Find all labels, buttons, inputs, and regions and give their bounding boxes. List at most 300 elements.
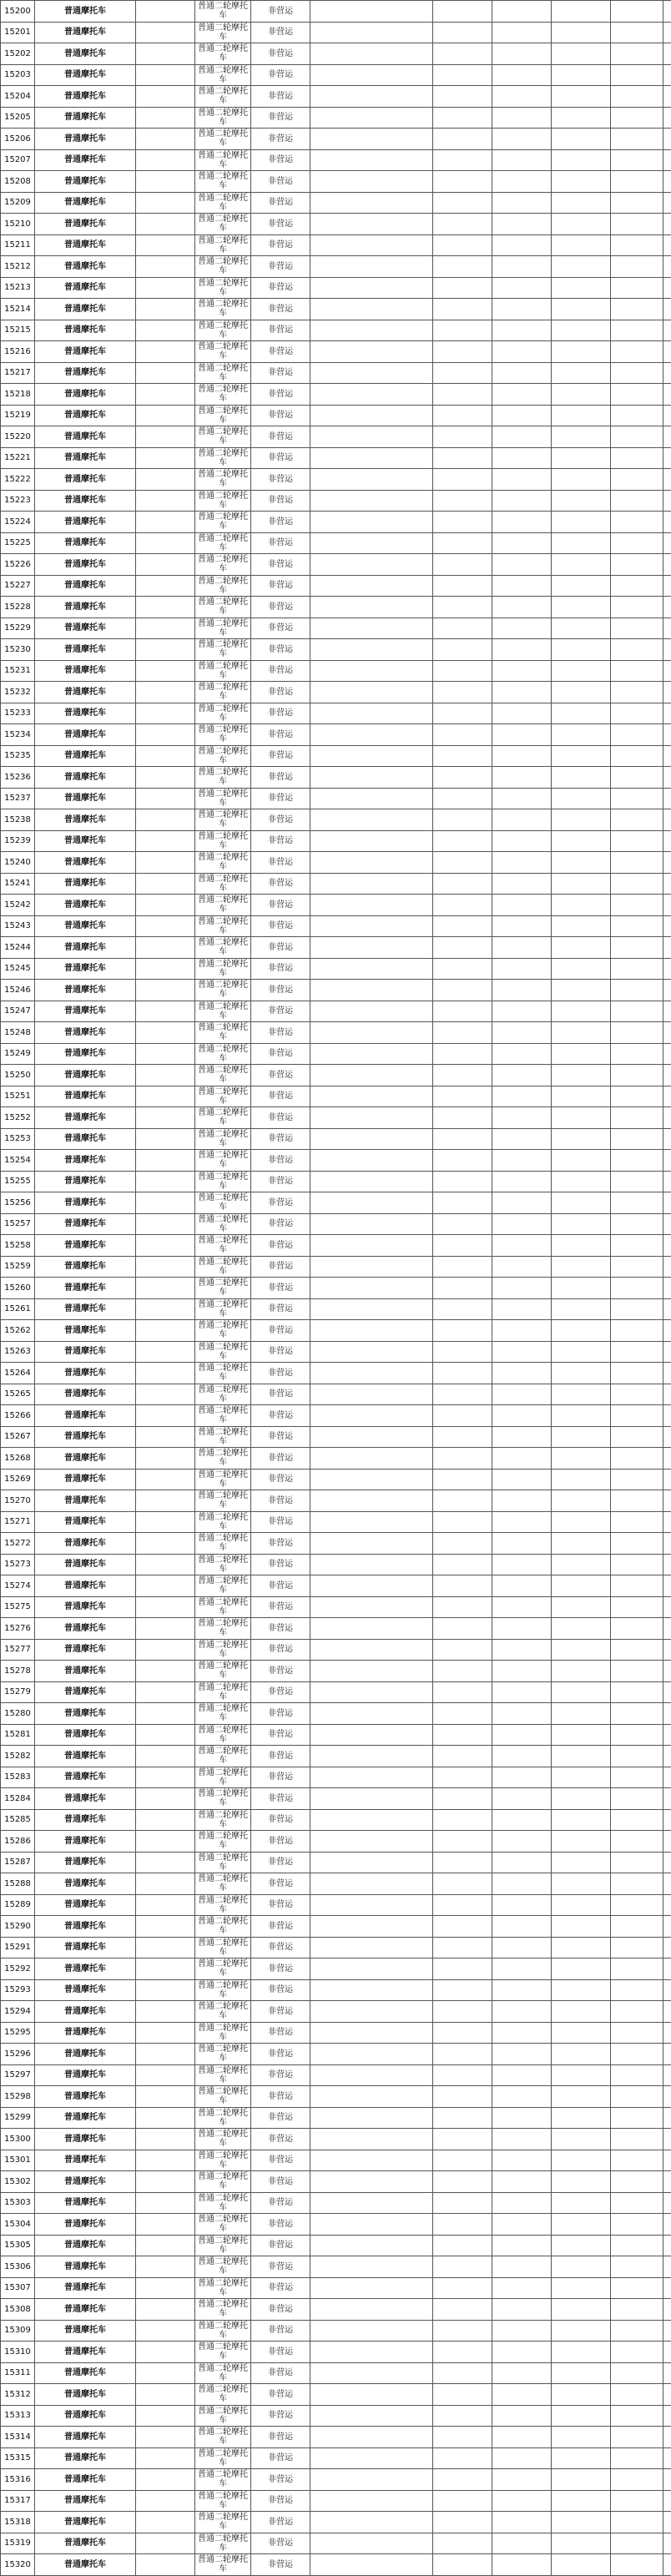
cell-d3 (552, 1937, 611, 1958)
cell-d3 (552, 682, 611, 703)
cell-d1 (433, 1681, 492, 1703)
cell-use: 非营运 (251, 1171, 310, 1192)
table-row (1, 2384, 671, 2406)
cell-d4 (663, 2214, 671, 2236)
cell-no: 15210 (1, 214, 35, 235)
cell-d3 (552, 1788, 611, 1810)
cell-d1 (433, 1746, 492, 1767)
cell-name (310, 1256, 433, 1278)
cell-name (310, 1405, 433, 1427)
cell-d3 (552, 532, 611, 554)
cell-d4 (663, 86, 671, 108)
cell-use: 非营运 (251, 2256, 310, 2278)
cell-d4 (663, 1150, 671, 1172)
cell-plate (136, 2192, 195, 2214)
cell-name (310, 1363, 433, 1384)
cell-d4 (663, 745, 671, 767)
cell-d4 (663, 490, 671, 512)
cell-no: 15264 (1, 1363, 35, 1384)
cell-model: 普通二轮摩托车 (195, 490, 251, 512)
cell-status (611, 512, 663, 533)
cell-use: 非营运 (251, 2320, 310, 2342)
cell-plate (136, 554, 195, 576)
table-row (1, 86, 671, 108)
cell-model: 普通二轮摩托车 (195, 1724, 251, 1746)
cell-d1 (433, 1363, 492, 1384)
cell-d2 (492, 2427, 552, 2448)
table-row (1, 1150, 671, 1172)
cell-use: 非营运 (251, 512, 310, 533)
table-row (1, 1703, 671, 1725)
table-row (1, 2447, 671, 2469)
cell-name (310, 171, 433, 193)
cell-plate (136, 1873, 195, 1895)
cell-model: 普通二轮摩托车 (195, 2150, 251, 2171)
cell-status (611, 2405, 663, 2427)
cell-d3 (552, 2384, 611, 2406)
cell-plate (136, 873, 195, 895)
cell-status (611, 1107, 663, 1129)
cell-d3 (552, 1618, 611, 1640)
cell-status (611, 597, 663, 618)
cell-plate (136, 1, 195, 23)
cell-model: 普通二轮摩托车 (195, 1703, 251, 1725)
cell-name (310, 1128, 433, 1150)
cell-status (611, 2214, 663, 2236)
cell-d1 (433, 107, 492, 129)
cell-d3 (552, 2299, 611, 2321)
cell-no: 15302 (1, 2171, 35, 2193)
cell-status (611, 1001, 663, 1022)
cell-name (310, 980, 433, 1001)
cell-type: 普通摩托车 (35, 1533, 136, 1555)
cell-plate (136, 745, 195, 767)
cell-status (611, 2299, 663, 2321)
cell-d2 (492, 2150, 552, 2171)
cell-d4 (663, 299, 671, 320)
cell-plate (136, 1511, 195, 1533)
table-row (1, 1639, 671, 1661)
cell-plate (136, 1490, 195, 1512)
cell-status (611, 1575, 663, 1597)
cell-no: 15234 (1, 724, 35, 746)
cell-use: 非营运 (251, 1511, 310, 1533)
cell-d3 (552, 618, 611, 639)
cell-model: 普通二轮摩托车 (195, 2384, 251, 2406)
table-row (1, 958, 671, 980)
cell-use: 非营运 (251, 2512, 310, 2533)
cell-no: 15268 (1, 1448, 35, 1469)
cell-no: 15256 (1, 1192, 35, 1214)
cell-no: 15301 (1, 2150, 35, 2171)
cell-plate (136, 64, 195, 86)
cell-d4 (663, 2044, 671, 2065)
cell-type: 普通摩托车 (35, 745, 136, 767)
cell-type: 普通摩托车 (35, 426, 136, 448)
cell-d2 (492, 2064, 552, 2086)
cell-d3 (552, 1490, 611, 1512)
cell-d2 (492, 1256, 552, 1278)
cell-name (310, 1639, 433, 1661)
cell-status (611, 1469, 663, 1490)
cell-model: 普通二轮摩托车 (195, 575, 251, 597)
cell-status (611, 1788, 663, 1810)
cell-d3 (552, 724, 611, 746)
cell-d3 (552, 1767, 611, 1788)
cell-model: 普通二轮摩托车 (195, 2342, 251, 2363)
cell-model: 普通二轮摩托车 (195, 1405, 251, 1427)
cell-use: 非营运 (251, 43, 310, 65)
cell-type: 普通摩托车 (35, 129, 136, 150)
cell-d1 (433, 2512, 492, 2533)
cell-status (611, 2022, 663, 2044)
cell-plate (136, 1809, 195, 1831)
cell-d4 (663, 2107, 671, 2129)
table-row (1, 1128, 671, 1150)
cell-d1 (433, 171, 492, 193)
cell-plate (136, 1341, 195, 1363)
cell-d1 (433, 2129, 492, 2150)
cell-type: 普通摩托车 (35, 2192, 136, 2214)
cell-status (611, 1533, 663, 1555)
cell-status (611, 1979, 663, 2001)
cell-model: 普通二轮摩托车 (195, 1171, 251, 1192)
table-row (1, 1, 671, 23)
cell-use: 非营运 (251, 1426, 310, 1448)
cell-d2 (492, 1192, 552, 1214)
cell-d4 (663, 1171, 671, 1192)
cell-d4 (663, 469, 671, 491)
cell-d2 (492, 1873, 552, 1895)
cell-no: 15272 (1, 1533, 35, 1555)
cell-model: 普通二轮摩托车 (195, 1490, 251, 1512)
table-row (1, 362, 671, 384)
cell-d1 (433, 320, 492, 341)
cell-d2 (492, 682, 552, 703)
cell-d3 (552, 1171, 611, 1192)
cell-status (611, 490, 663, 512)
cell-d4 (663, 980, 671, 1001)
cell-d4 (663, 2299, 671, 2321)
cell-use: 非营运 (251, 1341, 310, 1363)
cell-name (310, 1916, 433, 1938)
cell-use: 非营运 (251, 1596, 310, 1618)
table-row (1, 1448, 671, 1469)
cell-d4 (663, 2405, 671, 2427)
cell-d1 (433, 575, 492, 597)
cell-use: 非营运 (251, 320, 310, 341)
cell-name (310, 1448, 433, 1469)
cell-use: 非营运 (251, 1533, 310, 1555)
cell-d4 (663, 2342, 671, 2363)
cell-d4 (663, 2384, 671, 2406)
cell-d4 (663, 1661, 671, 1682)
cell-d1 (433, 1065, 492, 1086)
cell-plate (136, 277, 195, 299)
cell-type: 普通摩托车 (35, 597, 136, 618)
cell-d1 (433, 724, 492, 746)
cell-d4 (663, 895, 671, 916)
cell-d3 (552, 1958, 611, 1980)
cell-d2 (492, 1809, 552, 1831)
cell-name (310, 2129, 433, 2150)
cell-status (611, 1150, 663, 1172)
cell-status (611, 192, 663, 214)
cell-d3 (552, 1469, 611, 1490)
cell-model: 普通二轮摩托车 (195, 1831, 251, 1853)
cell-plate (136, 22, 195, 43)
table-row (1, 1894, 671, 1916)
cell-d1 (433, 767, 492, 789)
cell-d1 (433, 405, 492, 426)
cell-d2 (492, 2256, 552, 2278)
cell-model: 普通二轮摩托车 (195, 1639, 251, 1661)
cell-d4 (663, 43, 671, 65)
cell-use: 非营运 (251, 362, 310, 384)
cell-d2 (492, 915, 552, 937)
cell-plate (136, 2129, 195, 2150)
cell-name (310, 1278, 433, 1299)
cell-d4 (663, 809, 671, 831)
cell-d3 (552, 2192, 611, 2214)
cell-name (310, 1107, 433, 1129)
cell-name (310, 192, 433, 214)
cell-d3 (552, 937, 611, 959)
table-row (1, 1363, 671, 1384)
cell-plate (136, 937, 195, 959)
cell-name (310, 2362, 433, 2384)
cell-use: 非营运 (251, 2362, 310, 2384)
cell-d2 (492, 2320, 552, 2342)
cell-status (611, 2064, 663, 2086)
cell-plate (136, 43, 195, 65)
cell-plate (136, 405, 195, 426)
cell-d2 (492, 2022, 552, 2044)
cell-plate (136, 532, 195, 554)
cell-d3 (552, 2214, 611, 2236)
cell-use: 非营运 (251, 1809, 310, 1831)
cell-plate (136, 1043, 195, 1065)
cell-name (310, 1831, 433, 1853)
cell-d1 (433, 2362, 492, 2384)
cell-d4 (663, 1703, 671, 1725)
cell-name (310, 234, 433, 256)
cell-d2 (492, 1661, 552, 1682)
cell-model: 普通二轮摩托车 (195, 554, 251, 576)
cell-model: 普通二轮摩托车 (195, 1235, 251, 1257)
cell-use: 非营运 (251, 2044, 310, 2065)
cell-status (611, 1213, 663, 1235)
cell-no: 15320 (1, 2554, 35, 2576)
cell-no: 15207 (1, 149, 35, 171)
cell-d1 (433, 639, 492, 661)
cell-plate (136, 1937, 195, 1958)
cell-no: 15220 (1, 426, 35, 448)
cell-name (310, 1767, 433, 1788)
cell-name (310, 1958, 433, 1980)
table-row (1, 2214, 671, 2236)
cell-model: 普通二轮摩托车 (195, 1213, 251, 1235)
table-row (1, 2086, 671, 2108)
table-row (1, 1661, 671, 1682)
cell-type: 普通摩托车 (35, 2064, 136, 2086)
cell-use: 非营运 (251, 2342, 310, 2363)
cell-no: 15226 (1, 554, 35, 576)
cell-use: 非营运 (251, 1746, 310, 1767)
cell-name (310, 2299, 433, 2321)
cell-no: 15278 (1, 1661, 35, 1682)
cell-d2 (492, 2107, 552, 2129)
table-row (1, 490, 671, 512)
cell-d2 (492, 1, 552, 23)
cell-model: 普通二轮摩托车 (195, 703, 251, 724)
cell-d4 (663, 2533, 671, 2554)
cell-type: 普通摩托车 (35, 1448, 136, 1469)
cell-d2 (492, 1681, 552, 1703)
table-row (1, 724, 671, 746)
cell-d3 (552, 234, 611, 256)
cell-use: 非营运 (251, 1298, 310, 1320)
cell-type: 普通摩托车 (35, 2447, 136, 2469)
cell-plate (136, 2554, 195, 2576)
cell-no: 15317 (1, 2490, 35, 2512)
cell-no: 15303 (1, 2192, 35, 2214)
cell-plate (136, 958, 195, 980)
cell-d2 (492, 1235, 552, 1257)
cell-d3 (552, 2001, 611, 2023)
cell-name (310, 1086, 433, 1107)
cell-no: 15248 (1, 1022, 35, 1044)
cell-type: 普通摩托车 (35, 2022, 136, 2044)
cell-d2 (492, 1363, 552, 1384)
cell-no: 15273 (1, 1554, 35, 1575)
cell-type: 普通摩托车 (35, 660, 136, 682)
cell-d1 (433, 22, 492, 43)
cell-plate (136, 2447, 195, 2469)
cell-plate (136, 1681, 195, 1703)
cell-model: 普通二轮摩托车 (195, 1043, 251, 1065)
cell-use: 非营运 (251, 895, 310, 916)
cell-no: 15249 (1, 1043, 35, 1065)
table-row (1, 1384, 671, 1405)
cell-d1 (433, 2299, 492, 2321)
cell-d2 (492, 873, 552, 895)
cell-plate (136, 1107, 195, 1129)
cell-use: 非营运 (251, 2447, 310, 2469)
table-row (1, 469, 671, 491)
cell-plate (136, 1298, 195, 1320)
cell-plate (136, 1767, 195, 1788)
cell-type: 普通摩托车 (35, 788, 136, 809)
table-row (1, 532, 671, 554)
table-row (1, 852, 671, 874)
cell-plate (136, 256, 195, 278)
cell-d3 (552, 2086, 611, 2108)
cell-model: 普通二轮摩托车 (195, 1596, 251, 1618)
cell-no: 15206 (1, 129, 35, 150)
cell-d2 (492, 1575, 552, 1597)
cell-use: 非营运 (251, 86, 310, 108)
cell-no: 15200 (1, 1, 35, 23)
cell-name (310, 256, 433, 278)
cell-d1 (433, 64, 492, 86)
cell-d1 (433, 214, 492, 235)
cell-d1 (433, 1278, 492, 1299)
cell-no: 15215 (1, 320, 35, 341)
cell-d3 (552, 745, 611, 767)
cell-plate (136, 575, 195, 597)
cell-d1 (433, 2469, 492, 2491)
cell-status (611, 43, 663, 65)
cell-use: 非营运 (251, 1639, 310, 1661)
cell-d4 (663, 1831, 671, 1853)
cell-plate (136, 1575, 195, 1597)
cell-d1 (433, 426, 492, 448)
cell-name (310, 1213, 433, 1235)
cell-model: 普通二轮摩托车 (195, 384, 251, 406)
cell-model: 普通二轮摩托车 (195, 1384, 251, 1405)
cell-type: 普通摩托车 (35, 1405, 136, 1427)
cell-name (310, 915, 433, 937)
cell-use: 非营运 (251, 2235, 310, 2256)
cell-plate (136, 2256, 195, 2278)
cell-no: 15283 (1, 1767, 35, 1788)
cell-status (611, 1278, 663, 1299)
cell-status (611, 2512, 663, 2533)
cell-type: 普通摩托车 (35, 1639, 136, 1661)
table-row (1, 1256, 671, 1278)
cell-use: 非营运 (251, 1788, 310, 1810)
cell-name (310, 1511, 433, 1533)
cell-status (611, 1363, 663, 1384)
cell-no: 15243 (1, 915, 35, 937)
cell-use: 非营运 (251, 1128, 310, 1150)
cell-d2 (492, 2171, 552, 2193)
cell-d4 (663, 1107, 671, 1129)
cell-d3 (552, 1065, 611, 1086)
cell-name (310, 2064, 433, 2086)
cell-d3 (552, 915, 611, 937)
table-row (1, 1746, 671, 1767)
cell-plate (136, 1639, 195, 1661)
cell-d3 (552, 1809, 611, 1831)
table-row (1, 1937, 671, 1958)
cell-name (310, 554, 433, 576)
cell-d3 (552, 1298, 611, 1320)
cell-status (611, 2044, 663, 2065)
cell-no: 15299 (1, 2107, 35, 2129)
table-row (1, 1852, 671, 1873)
cell-name (310, 1596, 433, 1618)
cell-d3 (552, 447, 611, 469)
cell-type: 普通摩托车 (35, 1873, 136, 1895)
cell-plate (136, 2427, 195, 2448)
cell-model: 普通二轮摩托车 (195, 767, 251, 789)
cell-status (611, 1384, 663, 1405)
cell-use: 非营运 (251, 2299, 310, 2321)
table-row (1, 1278, 671, 1299)
cell-d2 (492, 2235, 552, 2256)
cell-plate (136, 1213, 195, 1235)
cell-d2 (492, 532, 552, 554)
cell-plate (136, 1192, 195, 1214)
cell-type: 普通摩托车 (35, 256, 136, 278)
cell-d2 (492, 2512, 552, 2533)
cell-use: 非营运 (251, 1873, 310, 1895)
cell-plate (136, 2512, 195, 2533)
cell-type: 普通摩托车 (35, 22, 136, 43)
cell-status (611, 2235, 663, 2256)
